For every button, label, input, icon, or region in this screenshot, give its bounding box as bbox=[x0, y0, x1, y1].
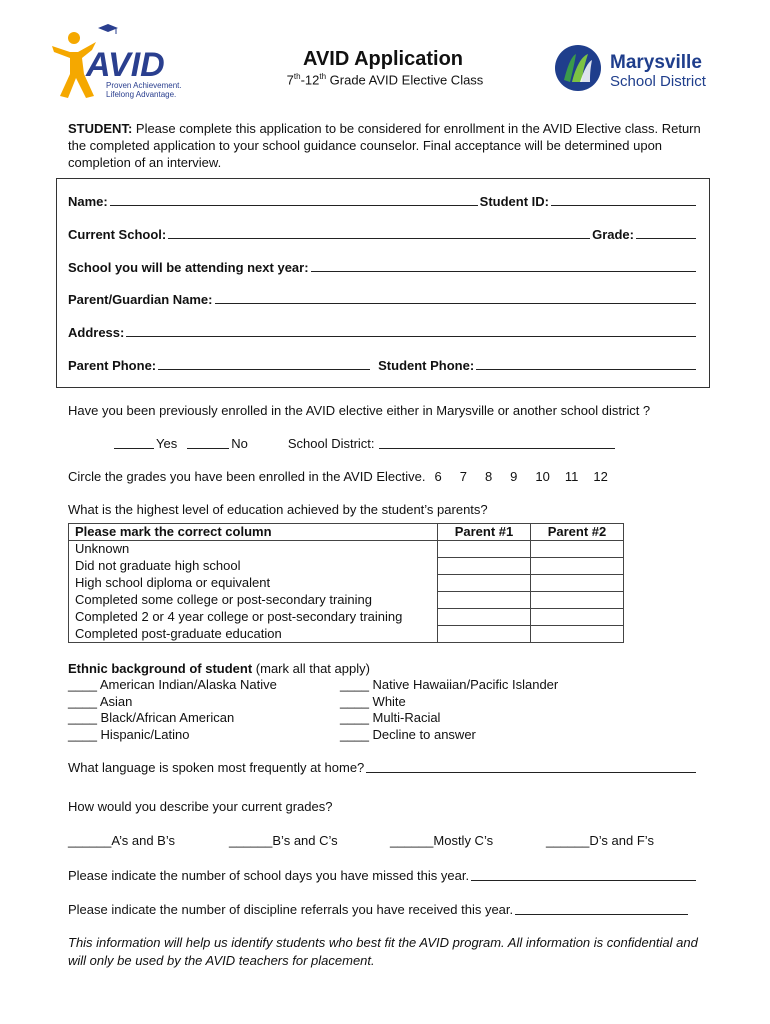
guardian-field[interactable] bbox=[215, 303, 697, 304]
parent1-cell[interactable] bbox=[438, 626, 531, 643]
missed-days-row bbox=[68, 867, 698, 884]
grades-circle-label: Circle the grades you have been enrolled in the AVID Elective. bbox=[68, 469, 426, 484]
parent2-cell[interactable] bbox=[531, 575, 624, 592]
grade-option[interactable]: 8 bbox=[484, 469, 493, 484]
education-option: Unknown bbox=[69, 541, 438, 558]
parent1-cell[interactable] bbox=[438, 592, 531, 609]
grade-field[interactable] bbox=[636, 238, 696, 239]
current-grades-question: How would you describe your current grades? bbox=[68, 799, 333, 814]
education-option: Completed 2 or 4 year college or post-secondary training bbox=[69, 609, 438, 626]
table-row bbox=[69, 558, 624, 575]
yes-label: Yes bbox=[156, 436, 178, 451]
referrals-row bbox=[68, 901, 690, 918]
no-blank[interactable] bbox=[187, 448, 229, 449]
district-field[interactable] bbox=[379, 448, 615, 449]
current-grade-option[interactable]: ______B’s and C’s bbox=[229, 833, 338, 848]
next-school-row bbox=[68, 258, 698, 275]
education-option: Completed some college or post-secondary training bbox=[69, 592, 438, 609]
table-row bbox=[69, 541, 624, 558]
ethnic-option[interactable]: ____ Multi-Racial bbox=[340, 710, 441, 725]
table-row bbox=[69, 592, 624, 609]
student-id-field[interactable] bbox=[551, 205, 696, 206]
education-option: Did not graduate high school bbox=[69, 558, 438, 575]
language-row bbox=[68, 759, 698, 776]
address-field[interactable] bbox=[126, 336, 696, 337]
grades-circle-row bbox=[68, 468, 608, 485]
column-header: Please mark the correct column bbox=[69, 524, 438, 541]
no-label: No bbox=[231, 436, 248, 451]
missed-days-label: Please indicate the number of school days you have missed this year. bbox=[68, 868, 470, 883]
district-label: School District: bbox=[287, 436, 375, 451]
address-row bbox=[68, 323, 698, 340]
next-school-label: School you will be attending next year: bbox=[68, 260, 309, 275]
svg-text:School District: School District bbox=[610, 73, 706, 90]
education-question: What is the highest level of education achieved by the student’s parents? bbox=[68, 502, 488, 517]
current-school-field[interactable] bbox=[168, 238, 590, 239]
referrals-field[interactable] bbox=[515, 914, 688, 915]
current-school-label: Current School: bbox=[68, 227, 167, 242]
parent2-cell[interactable] bbox=[531, 626, 624, 643]
yes-blank[interactable] bbox=[114, 448, 154, 449]
column-header-parent1: Parent #1 bbox=[438, 524, 531, 541]
page-subtitle: 7th-12th Grade AVID Elective Class bbox=[286, 72, 484, 88]
address-label: Address: bbox=[68, 325, 125, 340]
closing-note: This information will help us identify students who best fit the AVID program. All information is confidential and will only be used by the AVID teachers for placement. bbox=[68, 935, 698, 968]
column-header-parent2: Parent #2 bbox=[531, 524, 624, 541]
page-title: AVID Application bbox=[303, 48, 463, 70]
ethnic-option[interactable]: ____ Decline to answer bbox=[340, 726, 476, 742]
parent1-cell[interactable] bbox=[438, 558, 531, 575]
svg-text:Proven Achievement.: Proven Achievement. bbox=[106, 81, 182, 90]
ethnic-left-column bbox=[68, 677, 277, 743]
next-school-field[interactable] bbox=[311, 271, 696, 272]
parent1-cell[interactable] bbox=[438, 541, 531, 558]
education-option: Completed post-graduate education bbox=[69, 626, 438, 643]
student-phone-field[interactable] bbox=[476, 369, 696, 370]
language-label: What language is spoken most frequently at home? bbox=[68, 760, 365, 775]
grade-option[interactable]: 6 bbox=[434, 469, 442, 484]
svg-text:AVID: AVID bbox=[86, 46, 165, 84]
table-row bbox=[69, 575, 624, 592]
current-grade-option[interactable]: ______A’s and B’s bbox=[68, 833, 175, 848]
grade-option[interactable]: 12 bbox=[593, 469, 608, 484]
parent2-cell[interactable] bbox=[531, 609, 624, 626]
instructions: STUDENT: Please complete this application to be considered for enrollment in the AVID Elective class. Return the completed application to your school guidance counselor. Final acceptance will be determined upon completion of an interview. bbox=[68, 121, 701, 170]
current-grade-option[interactable]: ______D’s and F’s bbox=[546, 833, 654, 848]
district-logo bbox=[554, 44, 724, 94]
svg-text:Lifelong Advantage.: Lifelong Advantage. bbox=[106, 90, 177, 99]
name-row bbox=[68, 192, 698, 209]
parent-phone-field[interactable] bbox=[158, 369, 370, 370]
parent-phone-label: Parent Phone: bbox=[68, 358, 157, 373]
svg-text:Marysville: Marysville bbox=[610, 52, 702, 73]
grade-option[interactable]: 7 bbox=[459, 469, 467, 484]
parent1-cell[interactable] bbox=[438, 609, 531, 626]
name-label: Name: bbox=[68, 194, 108, 209]
ethnic-option[interactable]: ____ American Indian/Alaska Native bbox=[68, 677, 277, 692]
ethnic-right-column bbox=[340, 677, 558, 743]
guardian-row bbox=[68, 290, 698, 307]
ethnic-option[interactable]: ____ White bbox=[340, 693, 406, 709]
ethnic-option[interactable]: ____ Native Hawaiian/Pacific Islander bbox=[340, 677, 559, 692]
grade-option[interactable]: 11 bbox=[564, 469, 579, 484]
table-header-row bbox=[69, 524, 624, 541]
guardian-label: Parent/Guardian Name: bbox=[68, 292, 213, 307]
avid-logo bbox=[50, 24, 182, 106]
prior-yes-no bbox=[114, 435, 617, 452]
current-school-row bbox=[68, 225, 698, 242]
referrals-label: Please indicate the number of discipline referrals you have received this year. bbox=[68, 902, 514, 917]
table-row bbox=[69, 626, 624, 643]
ethnic-heading: Ethnic background of student (mark all that apply) bbox=[68, 661, 370, 676]
parent1-cell[interactable] bbox=[438, 575, 531, 592]
parent2-cell[interactable] bbox=[531, 541, 624, 558]
grade-label: Grade: bbox=[592, 227, 634, 242]
parent2-cell[interactable] bbox=[531, 558, 624, 575]
current-grade-option[interactable]: ______Mostly C’s bbox=[390, 833, 494, 848]
student-id-label: Student ID: bbox=[479, 194, 549, 209]
language-field[interactable] bbox=[366, 772, 696, 773]
parent2-cell[interactable] bbox=[531, 592, 624, 609]
name-field[interactable] bbox=[110, 205, 478, 206]
prior-question: Have you been previously enrolled in the AVID elective either in Marysville or another school district ? bbox=[68, 403, 651, 418]
table-row bbox=[69, 609, 624, 626]
phone-row bbox=[68, 356, 698, 373]
education-table bbox=[68, 523, 624, 643]
ethnic-option[interactable]: ____ Black/African American bbox=[68, 710, 235, 725]
ethnic-option[interactable]: ____ Hispanic/Latino bbox=[68, 726, 190, 742]
missed-days-field[interactable] bbox=[471, 880, 696, 881]
student-phone-label: Student Phone: bbox=[378, 358, 475, 373]
ethnic-option[interactable]: ____ Asian bbox=[68, 693, 133, 709]
grade-option[interactable]: 10 bbox=[535, 469, 550, 484]
education-option: High school diploma or equivalent bbox=[69, 575, 438, 592]
grade-option[interactable]: 9 bbox=[510, 469, 518, 484]
